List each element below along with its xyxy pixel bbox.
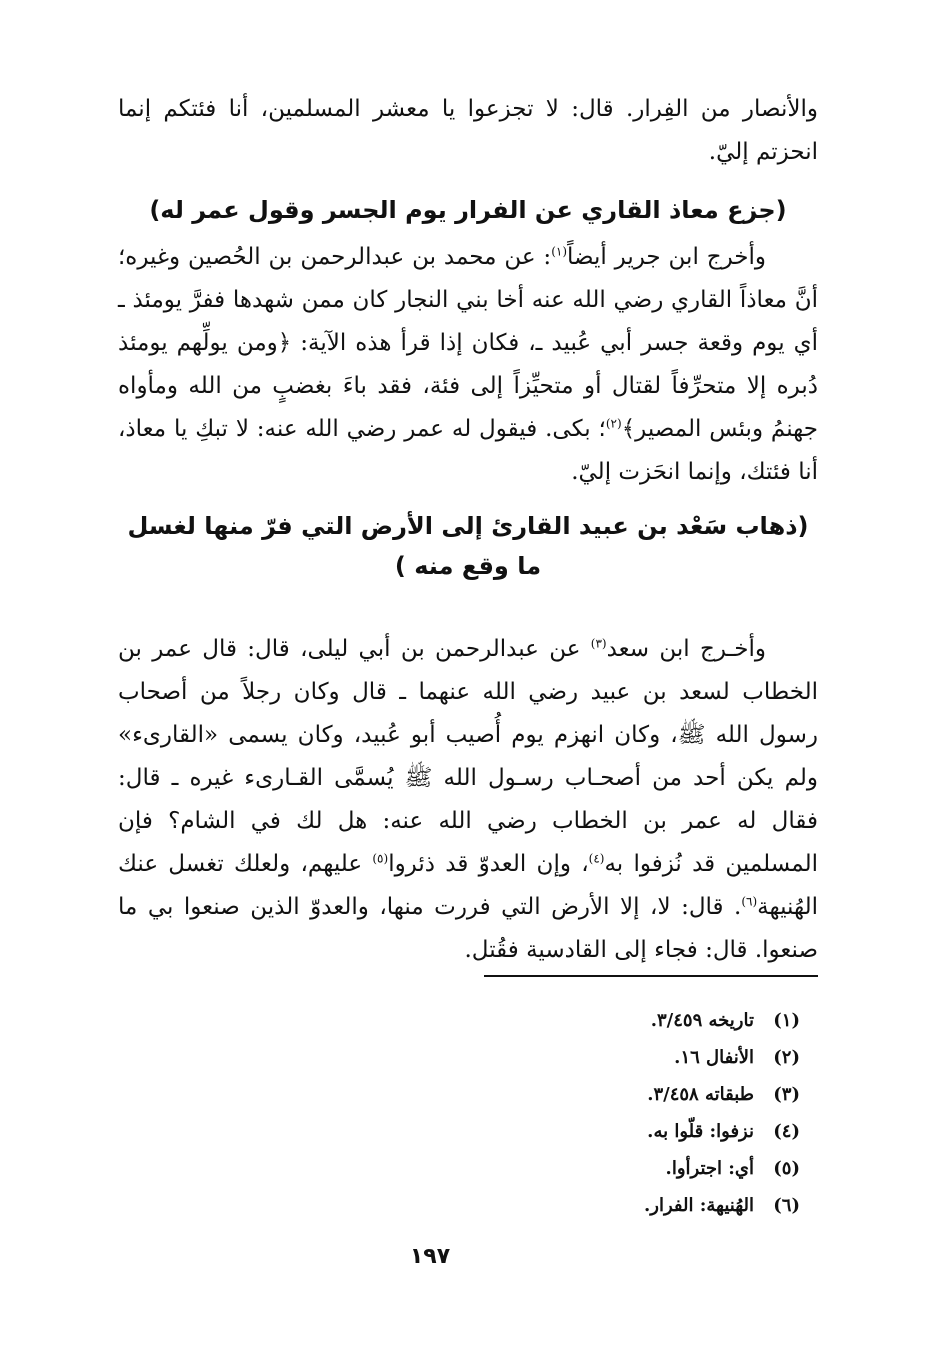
footnote-ref-6[interactable]: (٦): [741, 894, 758, 909]
footnote-text: نزفوا: قلّوا به.: [647, 1121, 754, 1142]
footnote-text: أي: اجترأوا.: [665, 1158, 754, 1179]
paragraph-2: [118, 628, 818, 972]
footnote-ref-2[interactable]: (٢): [605, 416, 622, 431]
footnote-number: (٥): [773, 1158, 800, 1179]
footnote-item: [470, 1113, 800, 1150]
footnote-number: (٦): [773, 1195, 800, 1216]
footnote-text: تاريخه ٣/٤٥٩.: [650, 1010, 754, 1031]
page-number: ١٩٧: [409, 1244, 451, 1269]
footnote-text: الهُنيهة: الفرار.: [644, 1195, 754, 1216]
footnote-ref-5[interactable]: (٥): [372, 851, 389, 866]
footnote-number: (١): [773, 1010, 800, 1031]
footnote-item: [470, 1002, 800, 1039]
footnote-number: (٢): [773, 1047, 800, 1068]
footnote-ref-1[interactable]: (١): [551, 244, 568, 259]
footnote-ref-4[interactable]: (٤): [588, 851, 605, 866]
paragraph-2-mid-3: عليهم، ولعلك تغسل عنك الهُنيهة: [118, 851, 818, 920]
section-heading-1: (جزع معاذ القاري عن الفرار يوم الجسر وقول عمر له): [149, 196, 787, 224]
paragraph-1-mid: : عن محمد بن عبدالرحمن بن الحُصين وغيره؛ أنَّ معاذاً القاري رضي الله عنه أخا بني النجار كان ممن شهدها ففرَّ يومئذ ـ أي يوم وقعة جسر أبي عُبيد ـ، فكان إذا قرأ هذه الآية: ﴿ومن يولِّهم يومئذ دُبره إلا متحرِّفاً لقتال أو متحيِّزاً إلى فئة، فقد باءَ بغضبٍ من الله ومأواه جهنمُ وبئس المصير﴾: [118, 244, 819, 442]
footnote-text: الأنفال ١٦.: [674, 1047, 754, 1068]
footnote-item: [470, 1187, 800, 1224]
paragraph-2-end: . قال: لا، إلا الأرض التي فررت منها، والعدوّ الذين صنعوا بي ما صنعوا. قال: فجاء إلى القادسية فقُتل.: [118, 894, 818, 963]
section-heading-2: (ذهاب سَعْد بن عبيد القارئ إلى الأرض التي فرّ منها لغسل ما وقع منه ): [127, 512, 809, 580]
footnote-number: (٣): [773, 1084, 800, 1105]
paragraph-1: [118, 236, 818, 494]
footnote-number: (٤): [773, 1121, 800, 1142]
footnotes: [470, 1002, 800, 1224]
footnote-item: [470, 1150, 800, 1187]
footnote-item: [470, 1039, 800, 1076]
paragraph-2-mid-2: ، وإن العدوّ قد ذئروا: [388, 851, 589, 877]
paragraph-1-end: ؛ بكى. فيقول له عمر رضي الله عنه: لا تبكِ يا معاذ، أنا فئتك، وإنما انحَزت إليّ.: [118, 416, 818, 485]
page-body: [118, 88, 818, 972]
footnote-item: [470, 1076, 800, 1113]
intro-paragraph: والأنصار من الفِرار. قال: لا تجزعوا يا معشر المسلمين، أنا فئتكم إنما انحزتم إليّ.: [118, 96, 818, 165]
paragraph-1-start: وأخرج ابن جرير أيضاً: [567, 244, 766, 270]
footnote-text: طبقاته ٣/٤٥٨.: [647, 1084, 754, 1105]
footnote-ref-3[interactable]: (٣): [590, 636, 607, 651]
footnote-separator: [484, 975, 818, 977]
paragraph-2-mid-1: عن عبدالرحمن بن أبي ليلى، قال: قال عمر بن الخطاب لسعد بن عبيد رضي الله عنهما ـ قال وكان رجلاً من أصحاب رسول الله ﷺ، وكان انهزم يوم أُصيب أبو عُبيد، وكان يسمى «القارىء» ولم يكن أحد من أصحـاب رسـول الله ﷺ يُسمَّى القـارىء غيره ـ قال: فقال له عمر بن الخطاب رضي الله عنه: هل لك في الشام؟ فإن المسلمين قد نُزفوا به: [118, 636, 818, 877]
paragraph-2-start: وأخـرج ابن سعد: [606, 636, 766, 662]
